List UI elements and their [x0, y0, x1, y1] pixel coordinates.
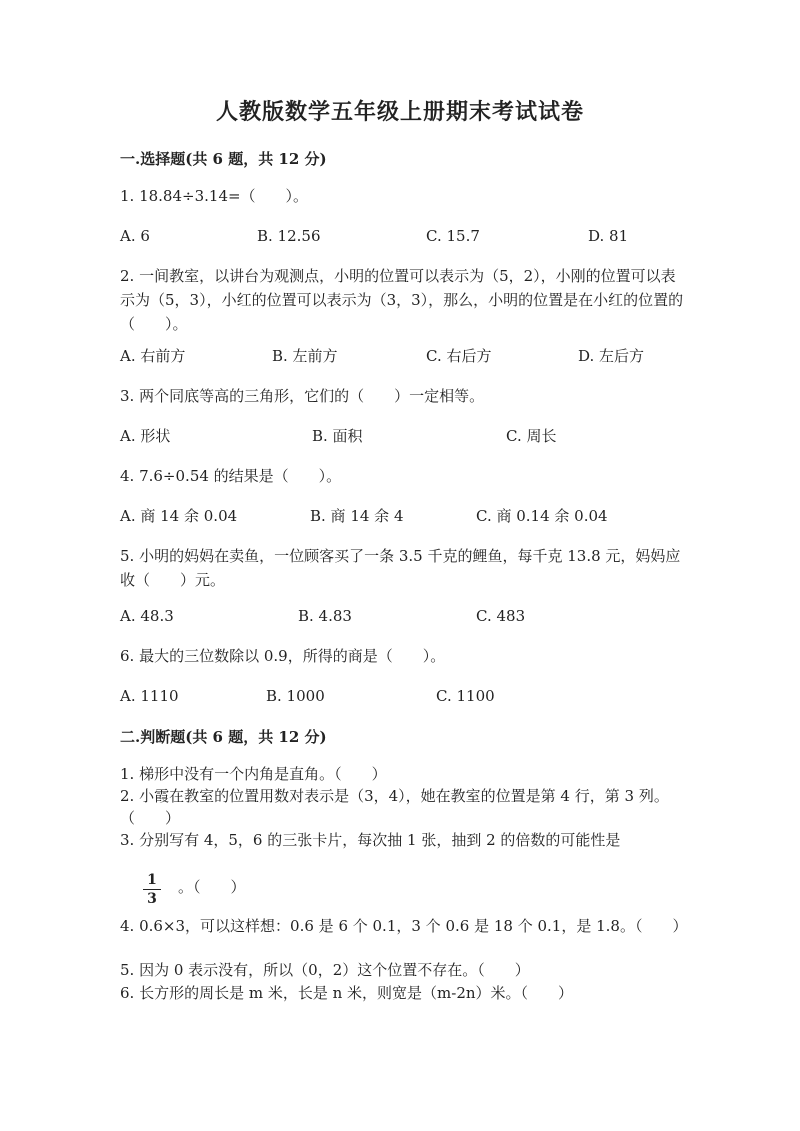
- option: A. 1110: [120, 687, 179, 705]
- page-title: 人教版数学五年级上册期末考试试卷: [215, 99, 584, 125]
- option: B. 面积: [312, 427, 363, 445]
- option: A. 6: [120, 227, 150, 245]
- question-2: 2. 一间教室，以讲台为观测点，小明的位置可以表示为（5，2），小刚的位置可以表示为（5，3），小红的位置可以表示为（3，3），那么，小明的位置是在小红的位置的（ ）。: [120, 267, 684, 333]
- question-1: 1. 18.84÷3.14=（ ）。: [120, 187, 309, 205]
- option: A. 右前方: [120, 347, 186, 365]
- option: A. 形状: [120, 427, 171, 445]
- option: B. 1000: [266, 687, 325, 705]
- judgment-item-5: 5. 因为 0 表示没有，所以（0，2）这个位置不存在。（ ）: [120, 961, 530, 979]
- option: B. 4.83: [298, 607, 352, 625]
- question-3-options: [120, 424, 720, 448]
- question-4: 4. 7.6÷0.54 的结果是（ ）。: [120, 467, 342, 485]
- option: A. 商 14 余 0.04: [120, 507, 238, 525]
- judgment-item-3-tail: 。（ ）: [178, 878, 246, 896]
- fraction-denominator: 3: [147, 891, 157, 907]
- section-heading-judgment: 二.判断题(共 6 题，共 12 分): [120, 728, 327, 746]
- option: C. 1100: [436, 687, 495, 705]
- fraction-one-third: [143, 872, 161, 907]
- judgment-item-6: 6. 长方形的周长是 m 米，长是 n 米，则宽是（m-2n）米。（ ）: [120, 984, 574, 1002]
- option: B. 左前方: [272, 347, 338, 365]
- question-5: 5. 小明的妈妈在卖鱼，一位顾客买了一条 3.5 千克的鲤鱼，每千克 13.8 元，妈妈应收（ ）元。: [120, 547, 681, 589]
- option: C. 商 0.14 余 0.04: [476, 507, 608, 525]
- option: D. 81: [588, 227, 629, 245]
- option: C. 周长: [506, 427, 557, 445]
- option: D. 左后方: [578, 347, 645, 365]
- judgment-item-2: 2. 小霞在教室的位置用数对表示是（3，4），她在教室的位置是第 4 行，第 3 列。（ ）: [120, 787, 669, 827]
- option: C. 15.7: [426, 227, 480, 245]
- option: B. 商 14 余 4: [310, 507, 404, 525]
- option: A. 48.3: [120, 607, 174, 625]
- question-1-options: [120, 224, 720, 248]
- question-6-options: [120, 684, 720, 708]
- fraction-numerator: 1: [147, 872, 157, 888]
- option: C. 483: [476, 607, 526, 625]
- question-3: 3. 两个同底等高的三角形，它们的（ ）一定相等。: [120, 387, 485, 405]
- question-5-options: [120, 604, 720, 628]
- option: C. 右后方: [426, 347, 492, 365]
- judgment-item-3: 3. 分别写有 4，5，6 的三张卡片，每次抽 1 张，抽到 2 的倍数的可能性是: [120, 831, 621, 849]
- judgment-item-1: 1. 梯形中没有一个内角是直角。（ ）: [120, 765, 387, 783]
- judgment-item-4: 4. 0.6×3，可以这样想：0.6 是 6 个 0.1，3 个 0.6 是 18 个 0.1，是 1.8。（ ）: [120, 917, 688, 935]
- fraction-bar: [143, 889, 161, 890]
- section-heading-choice: 一.选择题(共 6 题，共 12 分): [120, 150, 327, 168]
- question-2-options: [120, 344, 720, 368]
- question-6: 6. 最大的三位数除以 0.9，所得的商是（ ）。: [120, 647, 446, 665]
- option: B. 12.56: [257, 227, 321, 245]
- question-4-options: [120, 504, 720, 528]
